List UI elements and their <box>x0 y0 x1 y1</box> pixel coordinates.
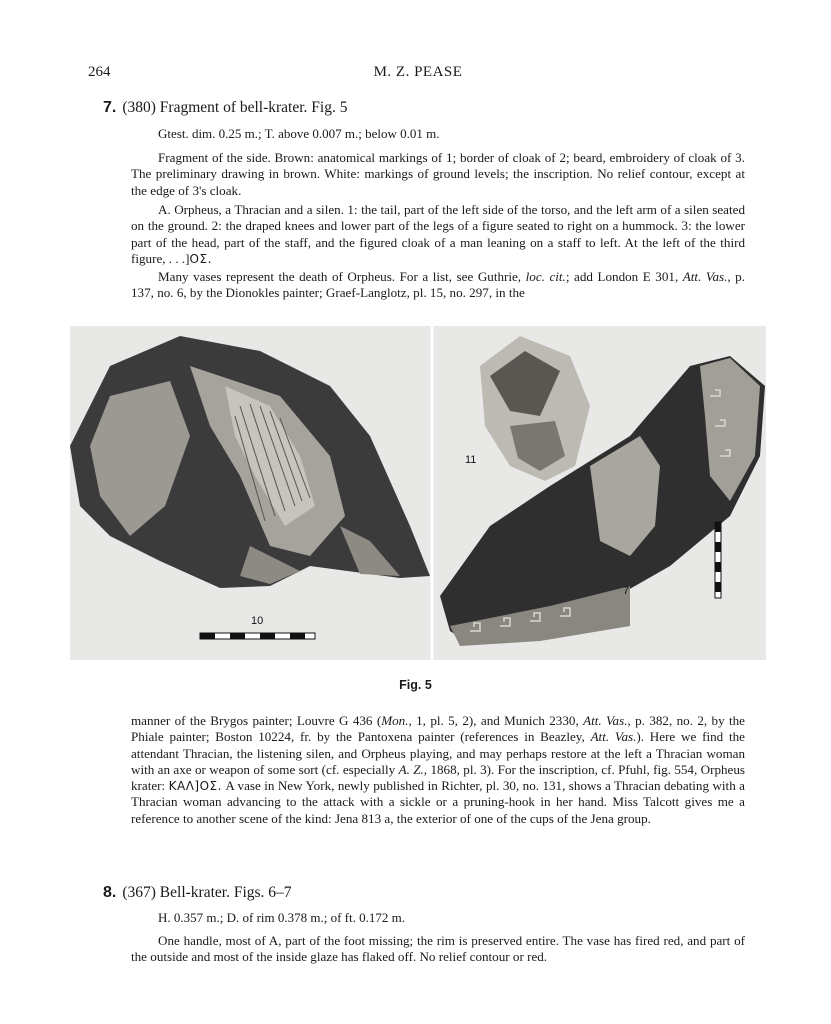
scale-bar-horizontal <box>200 633 315 639</box>
page-number: 264 <box>88 64 111 80</box>
text-run: , 1868, pl. 3). For the inscription, cf. Pfuhl, fig. 554, Orpheus krater: <box>131 761 745 794</box>
fragment-photo-svg <box>70 326 766 660</box>
entry-7-paragraph-2-text: A. Orpheus, a Thracian and a silen. 1: the tail, part of the left side of the torso, and the left arm of a silen seated on the ground. 2: the draped knees and lower part of the legs of a figure seated to right on a hummock. 3: the lower part of the head, part of the staff, and the figured cloak of a man leaning on a staff to left. At the left of the third figure, . . .] <box>131 202 745 266</box>
entry-8-dimensions: H. 0.357 m.; D. of rim 0.378 m.; of ft. 0.172 m. <box>158 910 405 925</box>
text-run: A vase in New York, newly published in Richter, pl. 30, no. 131, shows a Thracian debating with a Thracian woman advancing to the attack with a sickle or a pruning-hook in her hand. Miss Talcott gives me a reference to another scene of the kind: Jena 813 a, the exterior of one of the cups of the Jena group. <box>131 778 745 826</box>
entry-7-paragraph-1: Fragment of the side. Brown: anatomical markings of 1; border of cloak of 2; beard, embroidery of cloak of 3. The preliminary drawing in brown. White: markings of ground levels; the inscription. No relief contour, except at the edge of 3's cloak. <box>131 150 745 198</box>
fragment-label-11: 11 <box>465 454 477 466</box>
running-header <box>88 64 748 84</box>
fragment-label-10: 10 <box>251 615 264 627</box>
figure-5-photograph <box>70 326 766 660</box>
scale-bar-vertical <box>715 522 721 598</box>
figure-caption: Fig. 5 <box>399 678 432 692</box>
italic-run: loc. cit. <box>525 269 566 284</box>
text-run: , 1, pl. 5, 2), and Munich 2330, <box>408 713 579 728</box>
italic-run: Mon. <box>381 713 409 728</box>
inscription-text: ΟΣ. <box>189 251 212 266</box>
entry-8-title: (367) Bell-krater. Figs. 6–7 <box>122 884 292 901</box>
italic-run: A. Z. <box>398 761 424 777</box>
text-run: manner of the Brygos painter; Louvre G 436 ( <box>131 713 382 728</box>
text-run: , p. 382, no. 2, by the Phiale painter; Boston 10224, fr. by the Pantoxena painter (references in Beazley, <box>131 713 745 745</box>
entry-7-title: (380) Fragment of bell-krater. Fig. 5 <box>122 99 348 116</box>
text-run: , p. 137, no. 6, by the Dionokles painter; Graef-Langlotz, pl. 15, no. 297, in the <box>131 269 746 301</box>
text-run: ). Here we find the attendant Thracian, the listening silen, and Orpheus playing, and may perhaps restore at the left a Thracian woman with an axe or weapon of some sort (cf. especially <box>131 729 745 777</box>
entry-7-paragraph-2 <box>131 202 745 267</box>
inscription-text: ΚΑΛ]ΟΣ. <box>168 779 222 794</box>
text-run: Many vases represent the death of Orpheus. For a list, see Guthrie, <box>158 269 522 284</box>
entry-8-number: 8. <box>103 884 117 901</box>
text-run: ; add London E 301, <box>565 269 679 284</box>
italic-run: Att. Vas. <box>590 729 637 745</box>
italic-run: Att. Vas. <box>682 269 728 284</box>
entry-8-heading <box>103 884 292 902</box>
italic-run: Att. Vas. <box>583 713 628 728</box>
running-author: M. Z. PEASE <box>373 64 463 80</box>
entry-8-paragraph-1: One handle, most of A, part of the foot missing; the rim is preserved entire. The vase has fired red, and part of the outside and most of the inside glaze has flaked off. No relief contour or red. <box>131 933 745 965</box>
entry-7-paragraph-3-continued <box>131 713 745 827</box>
entry-7-heading <box>103 99 347 117</box>
entry-7-number: 7. <box>103 99 117 116</box>
entry-7-dimensions: Gtest. dim. 0.25 m.; T. above 0.007 m.; below 0.01 m. <box>158 126 440 141</box>
fragment-label-7: 7 <box>623 585 630 597</box>
entry-7-paragraph-3 <box>131 269 745 302</box>
